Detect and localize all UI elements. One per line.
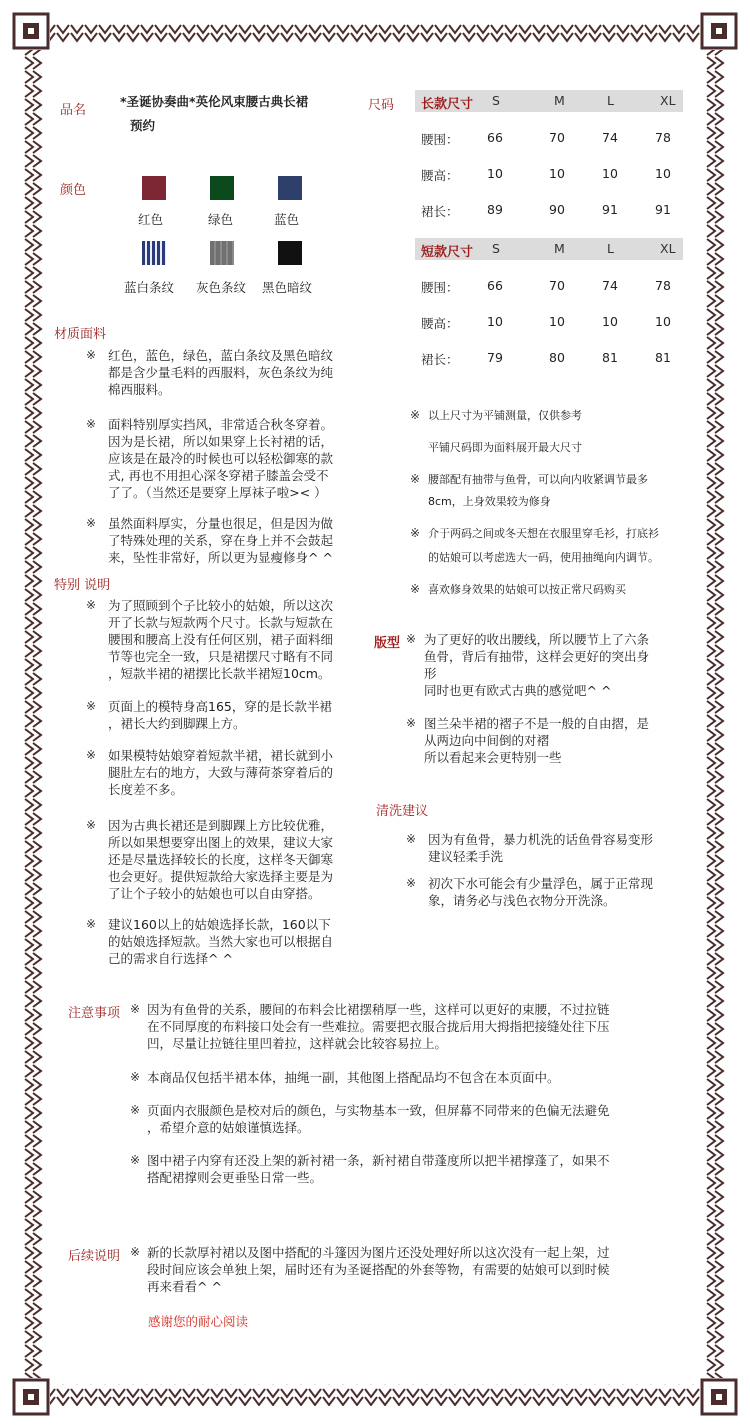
list-line: ，裙长大约到脚踝上方。 <box>108 716 246 731</box>
list-line: 了特殊处理的关系，穿在身上并不会鼓起 <box>108 533 334 548</box>
size-column-header: M <box>554 93 565 108</box>
size-value: 91 <box>655 202 671 217</box>
size-value: 70 <box>549 130 565 145</box>
list-bullet: ※ <box>130 1103 141 1117</box>
color-name: 蓝白条纹 <box>124 280 175 295</box>
size-note-line: 腰部配有抽带与鱼骨，可以向内收紧调节最多 <box>428 473 648 486</box>
list-bullet: ※ <box>86 348 97 362</box>
list-line: 新的长款厚衬裙以及图中搭配的斗篷因为图片还没处理好所以这次没有一起上架，过 <box>147 1245 610 1260</box>
note-bullet: ※ <box>410 408 421 422</box>
size-note-line: 喜欢修身效果的姑娘可以按正常尺码购买 <box>428 583 626 596</box>
short-size-title: 短款尺寸 <box>421 245 474 260</box>
size-column-header: XL <box>660 93 676 108</box>
color-name: 灰色条纹 <box>196 280 247 295</box>
list-line: 因为古典长裙还是到脚踝上方比较优雅， <box>108 818 334 833</box>
size-value: 10 <box>655 314 671 329</box>
list-bullet: ※ <box>86 818 97 832</box>
color-swatch <box>210 176 234 200</box>
list-line: 红色，蓝色，绿色，蓝白条纹及黑色暗纹 <box>108 348 334 363</box>
size-value: 70 <box>549 278 565 293</box>
list-line: 为了更好的收出腰线，所以腰节上了六条 <box>424 632 650 647</box>
color-name: 蓝色 <box>274 212 300 227</box>
size-value: 80 <box>549 350 565 365</box>
material-label: 材质面料 <box>54 327 107 342</box>
list-line: 本商品仅包括半裙本体，抽绳一副，其他图上搭配品均不包含在本页面中。 <box>147 1070 560 1085</box>
size-column-header: L <box>607 241 614 256</box>
list-line: 搭配裙撑则会更垂坠日常一些。 <box>147 1170 323 1185</box>
list-line: 都是含少量毛料的西服料，灰色条纹为纯 <box>108 365 334 380</box>
list-line: 凹，尽量让拉链往里凹着拉，这样就会比较容易拉上。 <box>147 1036 448 1051</box>
size-note-line: 平铺尺码即为面料展开最大尺寸 <box>428 441 582 454</box>
note-bullet: ※ <box>410 526 421 540</box>
color-swatch <box>278 241 302 265</box>
size-value: 89 <box>487 202 503 217</box>
list-bullet: ※ <box>406 632 417 646</box>
list-line: 因为有鱼骨，暴力机洗的话鱼骨容易变形 <box>428 832 654 847</box>
wash-label: 清洗建议 <box>376 804 429 819</box>
color-swatch <box>278 176 302 200</box>
list-bullet: ※ <box>86 598 97 612</box>
list-bullet: ※ <box>86 516 97 530</box>
size-value: 10 <box>602 314 618 329</box>
list-line: 应该是在最冷的时候也可以轻松御寒的款 <box>108 451 334 466</box>
list-line: ，希望介意的姑娘谨慎选择。 <box>147 1120 310 1135</box>
list-line: 来，坠性非常好，所以更为显瘦修身^ ^ <box>108 550 333 565</box>
list-line: 还是尽量选择较长的长度，这样冬天御寒 <box>108 852 334 867</box>
size-row-label: 腰围： <box>421 132 459 147</box>
list-line: 鱼骨，背后有抽带，这样会更好的突出身 <box>424 649 650 664</box>
color-swatch <box>210 241 234 265</box>
size-note-line: 介于两码之间或冬天想在衣服里穿毛衫，打底衫 <box>428 527 659 540</box>
short-size-header <box>415 238 683 260</box>
list-line: 象，请务必与浅色衣物分开洗涤。 <box>428 893 616 908</box>
list-line: ，短款半裙的裙摆比长款半裙短10cm。 <box>108 666 331 681</box>
list-line: 腿肚左右的地方，大致与薄荷茶穿着后的 <box>108 765 334 780</box>
list-bullet: ※ <box>86 699 97 713</box>
list-bullet: ※ <box>406 832 417 846</box>
size-label: 尺码 <box>368 98 395 113</box>
color-name: 绿色 <box>208 212 234 227</box>
size-column-header: L <box>607 93 614 108</box>
size-value: 90 <box>549 202 565 217</box>
list-line: 了了。（当然还是要穿上厚袜子啦>< ） <box>108 485 327 500</box>
list-line: 页面上的模特身高165，穿的是长款半裙 <box>108 699 332 714</box>
preorder-label: 预约 <box>130 118 156 133</box>
note-bullet: ※ <box>410 472 421 486</box>
list-line: 式, 再也不用担心深冬穿裙子膝盖会受不 <box>108 468 329 483</box>
list-bullet: ※ <box>86 417 97 431</box>
list-line: 图兰朵半裙的褶子不是一般的自由摺，是 <box>424 716 650 731</box>
size-value: 66 <box>487 278 503 293</box>
size-row-label: 裙长： <box>421 352 459 367</box>
thanks-text: 感谢您的耐心阅读 <box>148 1314 249 1329</box>
list-line: 己的需求自行选择^ ^ <box>108 951 233 966</box>
list-line: 建议轻柔手洗 <box>428 849 504 864</box>
size-value: 66 <box>487 130 503 145</box>
color-label: 颜色 <box>60 183 87 198</box>
special-notes-label: 特别 说明 <box>54 578 111 593</box>
product-name: *圣诞协奏曲*英伦风束腰古典长裙 <box>120 94 309 109</box>
list-line: 的姑娘选择短款。当然大家也可以根据自 <box>108 934 334 949</box>
style-label: 版型 <box>374 636 401 651</box>
size-row-label: 腰高： <box>421 316 459 331</box>
size-value: 10 <box>487 166 503 181</box>
list-bullet: ※ <box>130 1153 141 1167</box>
list-bullet: ※ <box>130 1070 141 1084</box>
list-line: 页面内衣服颜色是校对后的颜色，与实物基本一致，但屏幕不同带来的色偏无法避免 <box>147 1103 610 1118</box>
color-swatch <box>142 176 166 200</box>
color-swatch <box>142 241 166 265</box>
size-note-line: 8cm，上身效果较为修身 <box>428 495 551 508</box>
followup-label: 后续说明 <box>68 1249 121 1264</box>
size-column-header: S <box>492 93 500 108</box>
list-line: 面料特别厚实挡风，非常适合秋冬穿着。 <box>108 417 334 432</box>
size-value: 81 <box>602 350 618 365</box>
size-value: 78 <box>655 130 671 145</box>
notice-label: 注意事项 <box>68 1006 121 1021</box>
size-value: 10 <box>655 166 671 181</box>
size-value: 91 <box>602 202 618 217</box>
size-column-header: S <box>492 241 500 256</box>
list-line: 了让个子较小的姑娘也可以自由穿搭。 <box>108 886 321 901</box>
size-value: 81 <box>655 350 671 365</box>
size-value: 10 <box>487 314 503 329</box>
list-line: 同时也更有欧式古典的感觉吧^ ^ <box>424 683 612 698</box>
list-line: 初次下水可能会有少量浮色，属于正常现 <box>428 876 654 891</box>
size-note-line: 的姑娘可以考虑选大一码，使用抽绳向内调节。 <box>428 551 659 564</box>
size-row-label: 腰高： <box>421 168 459 183</box>
size-value: 10 <box>549 166 565 181</box>
list-line: 再来看看^ ^ <box>147 1279 222 1294</box>
size-row-label: 裙长： <box>421 204 459 219</box>
size-value: 74 <box>602 130 618 145</box>
list-bullet: ※ <box>406 876 417 890</box>
list-line: 长度差不多。 <box>108 782 184 797</box>
list-line: 开了长款与短款两个尺寸。长款与短款在 <box>108 615 334 630</box>
size-value: 78 <box>655 278 671 293</box>
list-line: 图中裙子内穿有还没上架的新衬裙一条，新衬裙自带蓬度所以把半裙撑蓬了，如果不 <box>147 1153 610 1168</box>
long-size-header <box>415 90 683 112</box>
note-bullet: ※ <box>410 582 421 596</box>
list-line: 也会更好。提供短款给大家选择主要是为 <box>108 869 334 884</box>
list-line: 为了照顾到个子比较小的姑娘，所以这次 <box>108 598 334 613</box>
color-name: 红色 <box>138 212 164 227</box>
list-line: 因为是长裙，所以如果穿上长衬裙的话， <box>108 434 334 449</box>
size-column-header: XL <box>660 241 676 256</box>
list-line: 腰围和腰高上没有任何区别，裙子面料细 <box>108 632 334 647</box>
list-line: 棉西服料。 <box>108 382 171 397</box>
list-bullet: ※ <box>130 1245 141 1259</box>
list-line: 形 <box>424 666 437 681</box>
list-line: 虽然面料厚实，分量也很足，但是因为做 <box>108 516 334 531</box>
list-line: 如果模特姑娘穿着短款半裙，裙长就到小 <box>108 748 334 763</box>
long-size-title: 长款尺寸 <box>421 97 474 112</box>
size-value: 10 <box>549 314 565 329</box>
size-column-header: M <box>554 241 565 256</box>
size-value: 74 <box>602 278 618 293</box>
list-line: 所以如果想要穿出图上的效果，建议大家 <box>108 835 334 850</box>
size-note-line: 以上尺寸为平铺测量，仅供参考 <box>428 409 582 422</box>
product-name-label: 品名 <box>60 103 87 118</box>
size-value: 79 <box>487 350 503 365</box>
list-line: 因为有鱼骨的关系，腰间的布料会比裙摆稍厚一些，这样可以更好的束腰，不过拉链 <box>147 1002 610 1017</box>
list-bullet: ※ <box>86 748 97 762</box>
list-bullet: ※ <box>86 917 97 931</box>
list-line: 所以看起来会更特别一些 <box>424 750 562 765</box>
list-line: 在不同厚度的布料接口处会有一些难拉。需要把衣服合拢后用大拇指把接缝处往下压 <box>147 1019 610 1034</box>
list-line: 建议160以上的姑娘选择长款，160以下 <box>108 917 331 932</box>
size-row-label: 腰围： <box>421 280 459 295</box>
list-line: 段时间应该会单独上架，届时还有为圣诞搭配的外套等物，有需要的姑娘可以到时候 <box>147 1262 610 1277</box>
list-line: 节等也完全一致，只是裙摆尺寸略有不同 <box>108 649 334 664</box>
color-name: 黑色暗纹 <box>262 280 313 295</box>
size-value: 10 <box>602 166 618 181</box>
list-bullet: ※ <box>406 716 417 730</box>
list-bullet: ※ <box>130 1002 141 1016</box>
list-line: 从两边向中间倒的对褶 <box>424 733 550 748</box>
